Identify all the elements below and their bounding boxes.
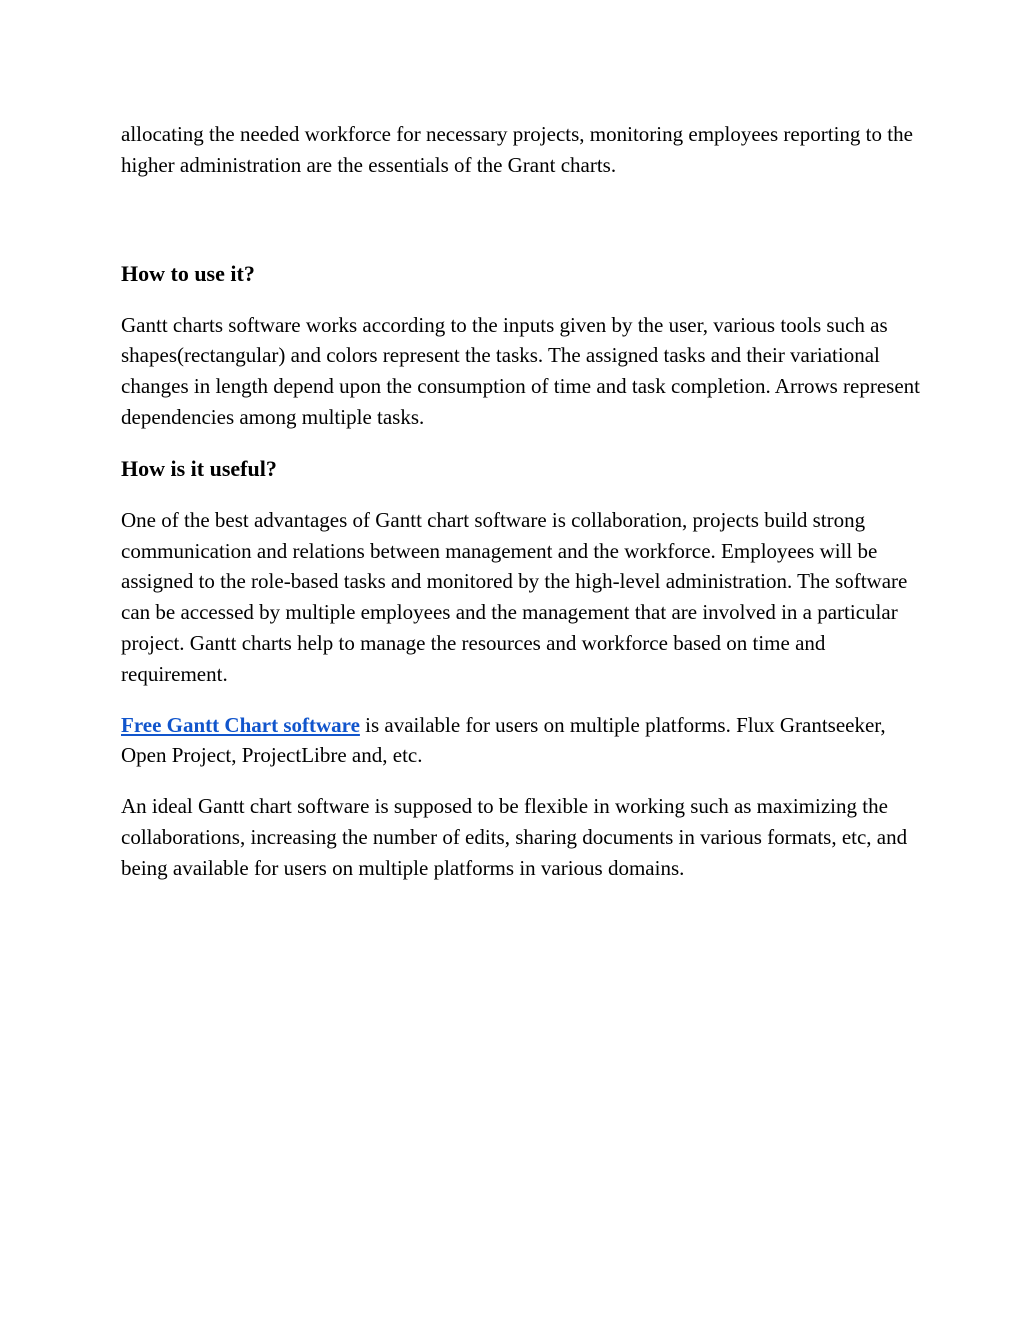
free-software-paragraph bbox=[121, 710, 921, 772]
heading-how-to-use: How to use it? bbox=[121, 260, 255, 286]
how-to-use-paragraph: Gantt charts software works according to the inputs given by the user, various tools such as shapes(rectangular) and colors represent the tasks. The assigned tasks and their variational changes in length depend upon the consumption of time and task completion. Arrows represent dependencies among multiple tasks. bbox=[121, 312, 920, 429]
free-software-paragraph-text: is available for users on multiple platforms. Flux Grantseeker, Open Project, ProjectLibre and, etc. bbox=[121, 712, 886, 768]
intro-paragraph: allocating the needed workforce for necessary projects, monitoring employees reporting to the higher administration are the essentials of the Grant charts. bbox=[121, 122, 913, 177]
how-is-it-useful-paragraph: One of the best advantages of Gantt chart software is collaboration, projects build strong communication and relations between management and the workforce. Employees will be assigned to the role-based tasks and monitored by the high-level administration. The software can be accessed by multiple employees and the management that are involved in a particular project. Gantt charts help to manage the resources and workforce based on time and requirement. bbox=[121, 507, 908, 686]
document-page bbox=[121, 119, 921, 884]
closing-paragraph: An ideal Gantt chart software is supposed to be flexible in working such as maximizing the collaborations, increasing the number of edits, sharing documents in various formats, etc, and being available for users on multiple platforms in various domains. bbox=[121, 794, 908, 880]
heading-how-is-it-useful: How is it useful? bbox=[121, 455, 277, 481]
free-gantt-chart-software-link[interactable]: Free Gantt Chart software bbox=[121, 712, 360, 737]
